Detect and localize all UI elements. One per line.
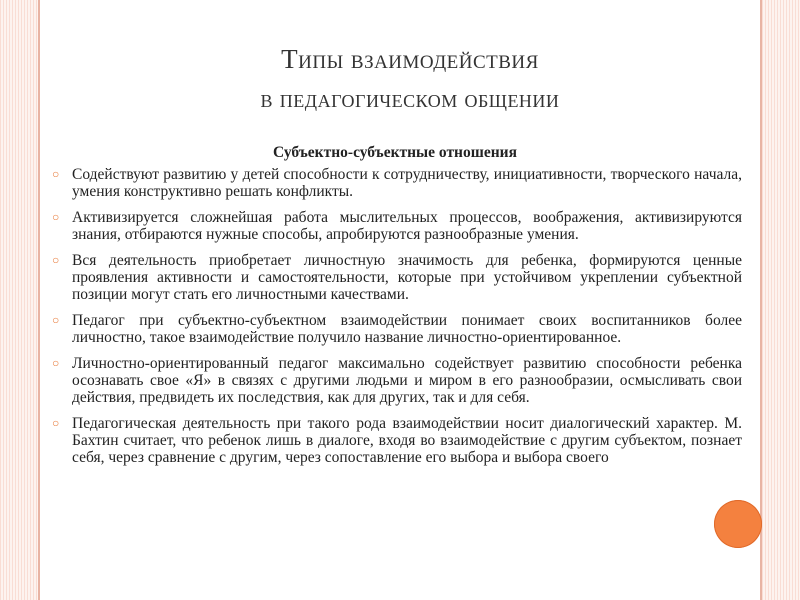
hollow-circle-bullet-icon: ○ [52, 356, 60, 370]
bullet-text: Личностно-ориентированный педагог максимально содействует развитию способности ребенка осознавать свое «Я» в связях с другими людьми и миром в его разнообразии, осмысливать свои действия, предвидеть их последствия, как для других, так и для себя. [72, 355, 742, 406]
slide-subtitle: Субъектно-субъектные отношения [273, 144, 517, 161]
right-decorative-border [762, 0, 800, 600]
bullet-item [52, 312, 742, 346]
left-decorative-border [0, 0, 38, 600]
bullet-item [52, 252, 742, 303]
hollow-circle-bullet-icon: ○ [52, 313, 60, 327]
left-border-line [38, 0, 40, 600]
hollow-circle-bullet-icon: ○ [52, 253, 60, 267]
hollow-circle-bullet-icon: ○ [52, 167, 60, 181]
bullet-list [52, 166, 742, 475]
bullet-item [52, 415, 742, 466]
slide-title-line1: Типы взаимодействия [281, 44, 539, 74]
bullet-text: Содействуют развитию у детей способности к сотрудничеству, инициативности, творческого начала, умения конструктивно решать конфликты. [72, 166, 742, 200]
bullet-text: Активизируется сложнейшая работа мыслительных процессов, воображения, активизируются знания, отбираются нужные способы, апробируются разнообразные умения. [72, 209, 742, 243]
hollow-circle-bullet-icon: ○ [52, 416, 60, 430]
bullet-item [52, 355, 742, 406]
bullet-item [52, 209, 742, 243]
bullet-item [52, 166, 742, 200]
bullet-text: Педагог при субъектно-субъектном взаимодействии понимает своих воспитанников более личностно, такое взаимодействие получило название личностно-ориентированное. [72, 312, 742, 346]
bullet-text: Педагогическая деятельность при такого рода взаимодействии носит диалогический характер. М. Бахтин считает, что ребенок лишь в диалоге, входя во взаимодействие с другим субъектом, познает себя, через сравнение с другим, через сопоставление его выбора и выбора своего [72, 415, 742, 466]
orange-circle-decoration [714, 500, 762, 548]
bullet-text: Вся деятельность приобретает личностную значимость для ребенка, формируются ценные проявления активности и самостоятельности, которые при устойчивом укреплении субъектной позиции могут стать его личностными качествами. [72, 252, 742, 303]
hollow-circle-bullet-icon: ○ [52, 210, 60, 224]
slide-title-line2: в педагогическом общении [260, 86, 560, 113]
right-border-line [760, 0, 762, 600]
